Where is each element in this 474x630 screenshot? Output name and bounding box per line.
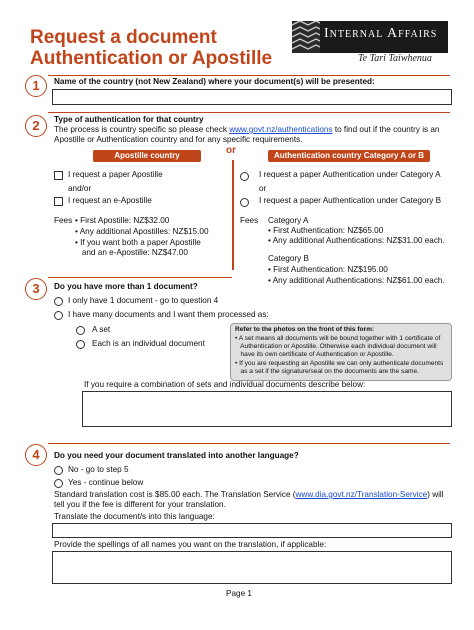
translation-cost-text-2: tell you if the fee is different for your translation. — [54, 500, 226, 509]
authentication-country-header: Authentication country Category A or B — [268, 150, 430, 162]
category-a-fee: • First Authentication: NZ$65.00 — [268, 226, 384, 235]
check-text-pre: The process is country specific so please check — [54, 125, 227, 134]
multiple-documents-question: Do you have more than 1 document? — [54, 282, 198, 291]
name-spellings-textarea[interactable] — [52, 551, 452, 584]
step-3-badge: 3 — [25, 278, 47, 300]
note-line: • If you are requesting an Apostille we can only authenticate documents — [235, 360, 444, 367]
apostille-country-header: Apostille country — [93, 150, 201, 162]
no-translation-label: No - go to step 5 — [68, 465, 129, 474]
individual-document-label: Each is an individual document — [92, 339, 205, 348]
one-document-radio[interactable] — [54, 297, 63, 306]
authentication-type-heading: Type of authentication for that country — [54, 115, 204, 124]
many-documents-radio[interactable] — [54, 311, 63, 320]
internal-affairs-logo — [292, 21, 448, 53]
country-check-text — [54, 125, 440, 135]
step-4-badge: 4 — [25, 444, 47, 466]
country-input[interactable] — [52, 89, 452, 105]
section-divider — [48, 112, 450, 113]
translation-cost-text — [54, 490, 444, 500]
paper-apostille-checkbox[interactable] — [54, 171, 63, 180]
note-line: as a set if the signature/seal on the documents are the same. — [235, 368, 419, 375]
apostille-fee-line: • First Apostille: NZ$32.00 — [75, 216, 170, 225]
koru-pattern-icon — [292, 21, 320, 53]
apostille-fee-line: and an e-Apostille: NZ$47.00 — [75, 248, 188, 257]
category-a-label: I request a paper Authentication under Category A — [259, 170, 441, 179]
andor-label: and/or — [68, 184, 92, 193]
category-b-label: I request a paper Authentication under Category B — [259, 196, 442, 205]
section-divider — [48, 277, 232, 278]
page-number: Page 1 — [226, 589, 252, 598]
translation-question: Do you need your document translated into another language? — [54, 451, 299, 460]
category-a-heading: Category A — [268, 216, 309, 225]
category-b-radio[interactable] — [240, 198, 249, 207]
name-spellings-label: Provide the spellings of all names you want on the translation, if applicable: — [54, 540, 327, 549]
translate-language-label: Translate the document/s into this language: — [54, 512, 215, 521]
or-label: or — [259, 184, 267, 193]
yes-translation-label: Yes - continue below — [68, 478, 144, 487]
many-documents-label: I have many documents and I want them processed as: — [68, 310, 269, 319]
category-b-fee: • First Authentication: NZ$195.00 — [268, 265, 388, 274]
category-b-fee: • Any additional Authentications: NZ$61.00 each. — [268, 276, 445, 285]
country-question: Name of the country (not New Zealand) where your document(s) will be presented: — [54, 77, 375, 86]
logo-text: Internal Affairs — [324, 26, 438, 41]
page-title: Request a document — [30, 27, 217, 48]
note-line: • A set means all documents will be bound together with 1 certificate of — [235, 335, 441, 342]
yes-translation-radio[interactable] — [54, 479, 63, 488]
apostille-fee-line: • If you want both a paper Apostille — [75, 238, 201, 247]
section-divider — [48, 443, 450, 444]
category-b-heading: Category B — [268, 254, 309, 263]
translate-language-input[interactable] — [52, 523, 452, 538]
page-subtitle: Authentication or Apostille — [30, 48, 273, 69]
e-apostille-label: I request an e-Apostille — [68, 196, 152, 205]
individual-document-radio[interactable] — [76, 340, 85, 349]
logo-subtext: Te Tari Taiwhenua — [358, 53, 432, 64]
category-a-fee: • Any additional Authentications: NZ$31.00 each. — [268, 236, 445, 245]
combination-label: If you require a combination of sets and individual documents describe below: — [84, 380, 366, 389]
cost-text-pre: Standard translation cost is $85.00 each. The Translation Service ( — [54, 490, 296, 499]
authentication-fees-label: Fees — [240, 216, 259, 225]
cost-text-post: ) will — [427, 490, 444, 499]
note-line: have its own certificate of Authentication or Apostille. — [235, 351, 394, 358]
step-2-badge: 2 — [25, 115, 47, 137]
paper-apostille-label: I request a paper Apostille — [68, 170, 163, 179]
e-apostille-checkbox[interactable] — [54, 197, 63, 206]
no-translation-radio[interactable] — [54, 466, 63, 475]
authentications-link[interactable]: www.govt.nz/authentications — [229, 125, 333, 134]
translation-service-link[interactable]: www.dia.govt.nz/Translation-Service — [295, 490, 428, 499]
set-label: A set — [92, 325, 111, 334]
apostille-fees-label: Fees — [54, 216, 73, 225]
combination-textarea[interactable] — [82, 391, 452, 427]
column-divider — [232, 160, 234, 270]
section-divider — [48, 75, 450, 76]
check-text-post: to find out if the country is an — [334, 125, 440, 134]
note-line: Authentication or Apostille. Otherwise each individual document will — [235, 343, 437, 350]
apostille-fee-line: • Any additional Apostilles: NZ$15.00 — [75, 227, 209, 236]
note-title: Refer to the photos on the front of this form: — [235, 326, 375, 333]
step-1-badge: 1 — [25, 75, 47, 97]
one-document-label: I only have 1 document - go to question 4 — [68, 296, 219, 305]
country-check-text-2: Apostille or Authentication country and for any specific requirements. — [54, 135, 303, 144]
set-radio[interactable] — [76, 326, 85, 335]
photo-reference-note — [230, 323, 452, 381]
category-a-radio[interactable] — [240, 172, 249, 181]
or-divider-label: or — [226, 145, 236, 156]
